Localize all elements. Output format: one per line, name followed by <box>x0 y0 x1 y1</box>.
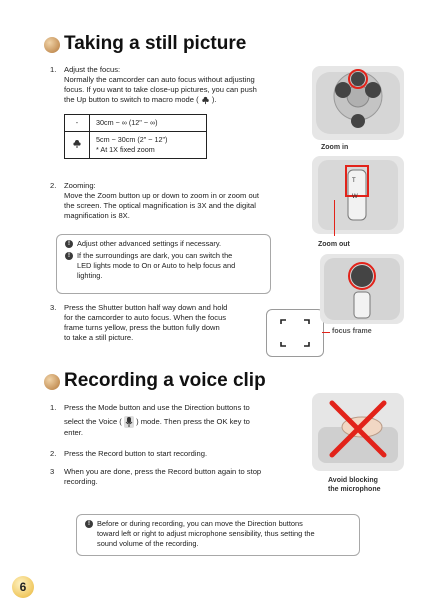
step-text: to take a still picture. <box>64 333 134 342</box>
tip-note <box>76 514 360 556</box>
step-text: focus. If you want to take close-up pictures, you can push <box>64 85 257 94</box>
step-number: 2. <box>50 449 57 458</box>
table-cell-icon: - <box>65 115 90 132</box>
macro-flower-icon <box>201 96 210 105</box>
table-row <box>65 132 207 159</box>
tip-text: If the surroundings are dark, you can switch the <box>77 251 233 260</box>
caption-line: Avoid blocking <box>328 477 378 484</box>
caption-zoom-out: Zoom out <box>318 241 350 248</box>
caption-avoid-blocking <box>328 476 381 494</box>
tip-text: LED lights mode to On or Auto to help focus and <box>77 261 236 270</box>
step-text: Press the Record button to start recording. <box>64 449 208 458</box>
step-1 <box>50 65 310 105</box>
tip-text: Adjust other advanced settings if necessary. <box>77 239 222 248</box>
step-text: magnification is 8X. <box>64 211 130 220</box>
voice-mode-icon <box>124 416 134 428</box>
table-cell-text: * At 1X fixed zoom <box>96 145 155 154</box>
step-number: 2. <box>50 181 57 190</box>
step-3 <box>50 467 310 489</box>
step-3 <box>50 303 265 347</box>
exclamation-icon: ! <box>85 520 93 528</box>
tip-line <box>65 239 262 249</box>
step-number: 1. <box>50 65 57 74</box>
caption-focus-frame: focus frame <box>332 328 372 335</box>
microphone-blocking-image <box>312 393 404 471</box>
step-number: 1. <box>50 403 57 412</box>
focus-frame-illustration <box>266 309 324 357</box>
step-heading: Adjust the focus: <box>64 65 121 74</box>
camera-shutter-button-image <box>320 254 404 324</box>
exclamation-icon: ! <box>65 240 73 248</box>
step-text-part: ). <box>211 95 217 104</box>
zoom-w-label: W <box>352 194 358 200</box>
caption-line: the microphone <box>328 486 381 493</box>
step-text: Move the Zoom button up or down to zoom in or zoom out <box>64 191 260 200</box>
focus-frame-pointer <box>322 332 330 333</box>
tip-line <box>65 251 262 281</box>
step-text <box>64 416 250 428</box>
step-text-part: ) mode. Then press the OK key to <box>136 417 250 426</box>
section-title-voice-clip: Recording a voice clip <box>64 370 266 391</box>
step-number: 3. <box>50 303 57 312</box>
table-row <box>65 115 207 132</box>
camera-top-buttons-image <box>312 66 404 140</box>
macro-flower-icon <box>72 139 82 149</box>
step-text: Press the Mode button and use the Direction buttons to <box>64 403 250 412</box>
step-1 <box>50 403 310 439</box>
step-text-part: the Up button to switch to macro mode ( <box>64 95 199 104</box>
zoom-out-pointer <box>334 200 335 236</box>
page-number-badge: 6 <box>12 576 34 598</box>
table-cell-text: 5cm ~ 30cm (2" ~ 12") <box>96 135 168 144</box>
focus-bracket-icon <box>267 310 323 356</box>
camera-zoom-button-image <box>312 156 404 234</box>
caption-zoom-in: Zoom in <box>321 144 349 151</box>
step-2 <box>50 449 310 461</box>
step-text: recording. <box>64 477 98 486</box>
step-number: 3 <box>50 467 55 476</box>
tip-text: lighting. <box>77 271 103 280</box>
tip-line <box>85 519 351 549</box>
step-text: Normally the camcorder can auto focus without adjusting <box>64 75 255 84</box>
step-text: enter. <box>64 428 83 437</box>
section-bullet-icon <box>44 37 60 53</box>
step-text: for the camcorder to auto focus. When the focus <box>64 313 227 322</box>
step-2 <box>50 181 310 221</box>
step-text: When you are done, press the Record button again to stop <box>64 467 262 476</box>
tip-text: toward left or right to adjust microphone sensibility, thus setting the <box>97 529 315 538</box>
tip-text: Before or during recording, you can move the Direction buttons <box>97 519 303 528</box>
table-cell <box>90 132 207 159</box>
step-heading: Zooming: <box>64 181 96 190</box>
tip-text: sound volume of the recording. <box>97 539 199 548</box>
focus-range-table <box>64 114 207 159</box>
step-text: frame turns yellow, press the button fully down <box>64 323 220 332</box>
exclamation-icon: ! <box>65 252 73 260</box>
section-bullet-icon <box>44 374 60 390</box>
tip-note <box>56 234 271 294</box>
step-text: the screen. The optical magnification is 3X and the digital <box>64 201 256 210</box>
zoom-t-label: T <box>352 178 356 184</box>
step-text-part: select the Voice ( <box>64 417 122 426</box>
step-text <box>64 95 257 105</box>
table-cell-icon <box>65 132 90 159</box>
step-text: Press the Shutter button half way down and hold <box>64 303 228 312</box>
section-title-still-picture: Taking a still picture <box>64 33 247 54</box>
table-cell: 30cm ~ ∞ (12" ~ ∞) <box>90 115 207 132</box>
